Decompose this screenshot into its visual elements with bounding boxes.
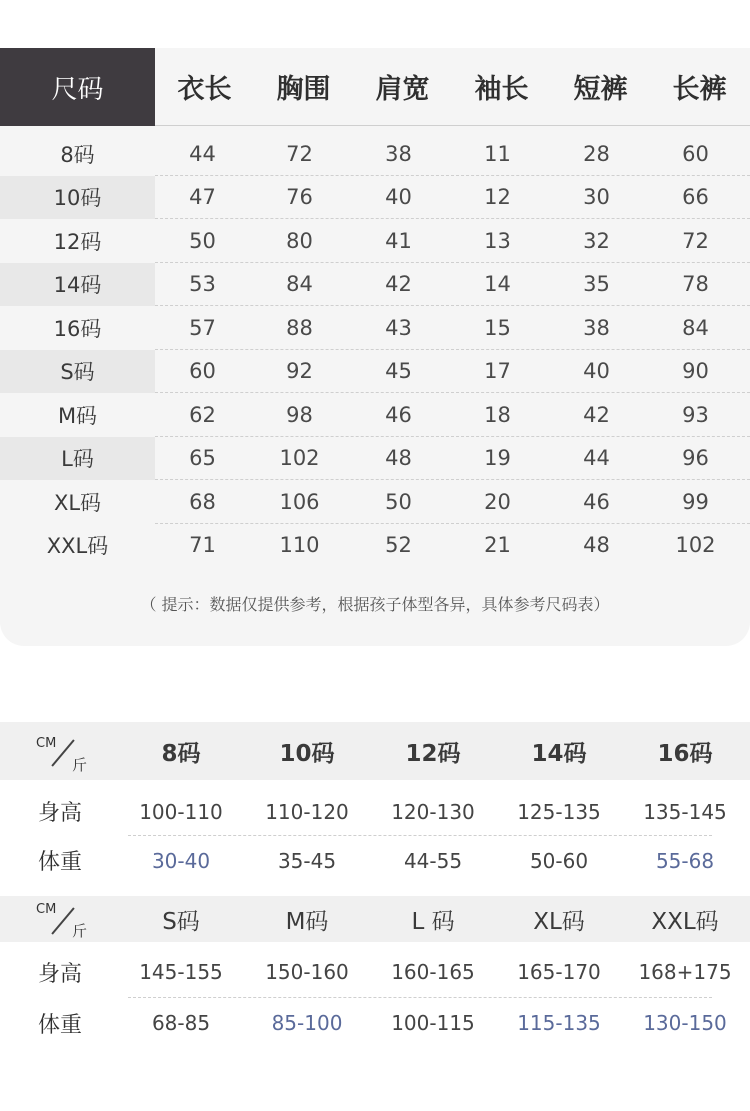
value-cell: 40 — [583, 359, 610, 384]
hw-col-header: 10码 — [279, 740, 335, 767]
value-cell: 110 — [279, 533, 320, 558]
header-chest: 胸围 — [276, 74, 331, 105]
value-cell: 40 — [385, 185, 412, 210]
value-cell: 32 — [583, 228, 610, 253]
height-cell: 150-160 — [265, 960, 349, 984]
size-cell: 12码 — [53, 229, 102, 254]
height-cell: 165-170 — [517, 960, 601, 984]
unit-cm: CM — [36, 736, 57, 751]
height-weight-table-kids — [0, 722, 750, 885]
size-cell: 16码 — [53, 316, 102, 341]
value-cell: 68 — [189, 489, 216, 514]
size-cell: L码 — [0, 437, 155, 481]
value-cell: 90 — [682, 359, 709, 384]
value-cell: 46 — [385, 402, 412, 427]
height-cell: 120-130 — [391, 799, 475, 824]
weight-cell: 35-45 — [277, 848, 337, 873]
hw-col-header: XXL码 — [651, 908, 719, 935]
hw-col-header: 8码 — [161, 740, 201, 767]
value-cell: 20 — [484, 489, 511, 514]
weight-label: 体重 — [38, 850, 83, 875]
weight-label: 体重 — [38, 1012, 83, 1038]
value-cell: 50 — [385, 489, 412, 514]
hw-header — [0, 896, 750, 942]
value-cell: 17 — [484, 359, 511, 384]
height-cell: 135-145 — [643, 799, 727, 824]
value-cell: 84 — [682, 315, 709, 340]
size-header-label: 尺码 — [0, 48, 155, 126]
table-row — [0, 437, 750, 481]
value-cell: 99 — [682, 489, 709, 514]
weight-cell: 55-68 — [655, 848, 715, 873]
height-cell: 168+175 — [638, 960, 732, 984]
value-cell: 47 — [189, 185, 216, 210]
value-cell: 19 — [484, 446, 511, 471]
weight-cell: 100-115 — [391, 1011, 475, 1035]
value-cell: 52 — [385, 533, 412, 558]
hw-col-header: XL码 — [533, 908, 585, 935]
value-cell: 102 — [279, 446, 320, 471]
hw-col-header: M码 — [285, 908, 329, 935]
hw-col-header: S码 — [162, 908, 200, 935]
weight-cell: 68-85 — [151, 1011, 211, 1035]
height-cell: 160-165 — [391, 960, 475, 984]
hw-col-header: L 码 — [411, 908, 455, 935]
unit-cm: CM — [36, 902, 57, 917]
value-cell: 42 — [583, 402, 610, 427]
value-cell: 80 — [286, 228, 313, 253]
weight-cell: 50-60 — [529, 848, 589, 873]
value-cell: 65 — [189, 446, 216, 471]
weight-cell: 30-40 — [151, 848, 211, 873]
value-cell: 11 — [484, 141, 511, 166]
size-chart-header — [0, 48, 750, 126]
value-cell: 14 — [484, 272, 511, 297]
weight-cell: 130-150 — [643, 1011, 727, 1035]
table-row — [0, 263, 750, 307]
weight-row — [0, 998, 750, 1048]
value-cell: 35 — [583, 272, 610, 297]
value-cell: 13 — [484, 228, 511, 253]
value-cell: 28 — [583, 141, 610, 166]
value-cell: 60 — [682, 141, 709, 166]
value-cell: 45 — [385, 359, 412, 384]
value-cell: 30 — [583, 185, 610, 210]
hw-header — [0, 722, 750, 780]
size-chart-tip: （ 提示：数据仅提供参考，根据孩子体型各异，具体参考尺码表） — [140, 595, 610, 614]
weight-row — [0, 836, 750, 885]
size-cell: S码 — [0, 350, 155, 394]
value-cell: 60 — [189, 359, 216, 384]
table-row — [0, 480, 750, 524]
value-cell: 43 — [385, 315, 412, 340]
unit-jin: 斤 — [72, 756, 88, 774]
weight-cell: 85-100 — [271, 1011, 343, 1035]
height-cell: 110-120 — [265, 799, 349, 824]
header-sleeve: 袖长 — [474, 74, 529, 105]
size-cell: 8码 — [60, 142, 95, 167]
table-row — [0, 219, 750, 263]
value-cell: 72 — [682, 228, 709, 253]
unit-label — [0, 896, 118, 942]
height-label: 身高 — [38, 801, 83, 826]
value-cell: 93 — [682, 402, 709, 427]
table-row — [0, 393, 750, 437]
value-cell: 48 — [385, 446, 412, 471]
value-cell: 71 — [189, 533, 216, 558]
height-label: 身高 — [38, 961, 83, 987]
value-cell: 21 — [484, 533, 511, 558]
table-row — [0, 176, 750, 220]
value-cell: 98 — [286, 402, 313, 427]
value-cell: 96 — [682, 446, 709, 471]
size-cell: 14码 — [0, 263, 155, 307]
height-cell: 100-110 — [139, 799, 223, 824]
height-row — [0, 946, 750, 998]
value-cell: 76 — [286, 185, 313, 210]
weight-cell: 115-135 — [517, 1011, 601, 1035]
value-cell: 18 — [484, 402, 511, 427]
header-trousers: 长裤 — [672, 74, 727, 105]
value-cell: 12 — [484, 185, 511, 210]
value-cell: 38 — [385, 141, 412, 166]
table-row — [0, 132, 750, 176]
size-cell: XXL码 — [46, 534, 109, 559]
value-cell: 38 — [583, 315, 610, 340]
table-row — [0, 350, 750, 394]
header-shoulder: 肩宽 — [375, 74, 430, 105]
size-chart-rows — [0, 132, 750, 567]
header-length: 衣长 — [177, 74, 232, 105]
table-row — [0, 306, 750, 350]
value-cell: 44 — [189, 141, 216, 166]
value-cell: 106 — [279, 489, 320, 514]
value-cell: 92 — [286, 359, 313, 384]
height-cell: 145-155 — [139, 960, 223, 984]
value-cell: 84 — [286, 272, 313, 297]
value-cell: 78 — [682, 272, 709, 297]
value-cell: 102 — [675, 533, 716, 558]
height-row — [0, 787, 750, 836]
value-cell: 42 — [385, 272, 412, 297]
header-shorts: 短裤 — [573, 74, 628, 105]
value-cell: 57 — [189, 315, 216, 340]
size-chart-card — [0, 48, 750, 646]
size-cell: M码 — [57, 403, 98, 428]
size-cell: 10码 — [0, 176, 155, 220]
value-cell: 66 — [682, 185, 709, 210]
hw-col-header: 16码 — [657, 740, 713, 767]
value-cell: 15 — [484, 315, 511, 340]
value-cell: 48 — [583, 533, 610, 558]
value-cell: 44 — [583, 446, 610, 471]
unit-label — [0, 722, 118, 780]
value-cell: 62 — [189, 402, 216, 427]
size-cell: XL码 — [53, 490, 102, 515]
unit-jin: 斤 — [72, 922, 88, 940]
table-row — [0, 524, 750, 568]
height-weight-table-adult — [0, 896, 750, 1048]
value-cell: 53 — [189, 272, 216, 297]
value-cell: 72 — [286, 141, 313, 166]
value-cell: 46 — [583, 489, 610, 514]
value-cell: 50 — [189, 228, 216, 253]
value-cell: 41 — [385, 228, 412, 253]
value-cell: 88 — [286, 315, 313, 340]
weight-cell: 44-55 — [403, 848, 463, 873]
height-cell: 125-135 — [517, 799, 601, 824]
hw-col-header: 14码 — [531, 740, 587, 767]
hw-col-header: 12码 — [405, 740, 461, 767]
